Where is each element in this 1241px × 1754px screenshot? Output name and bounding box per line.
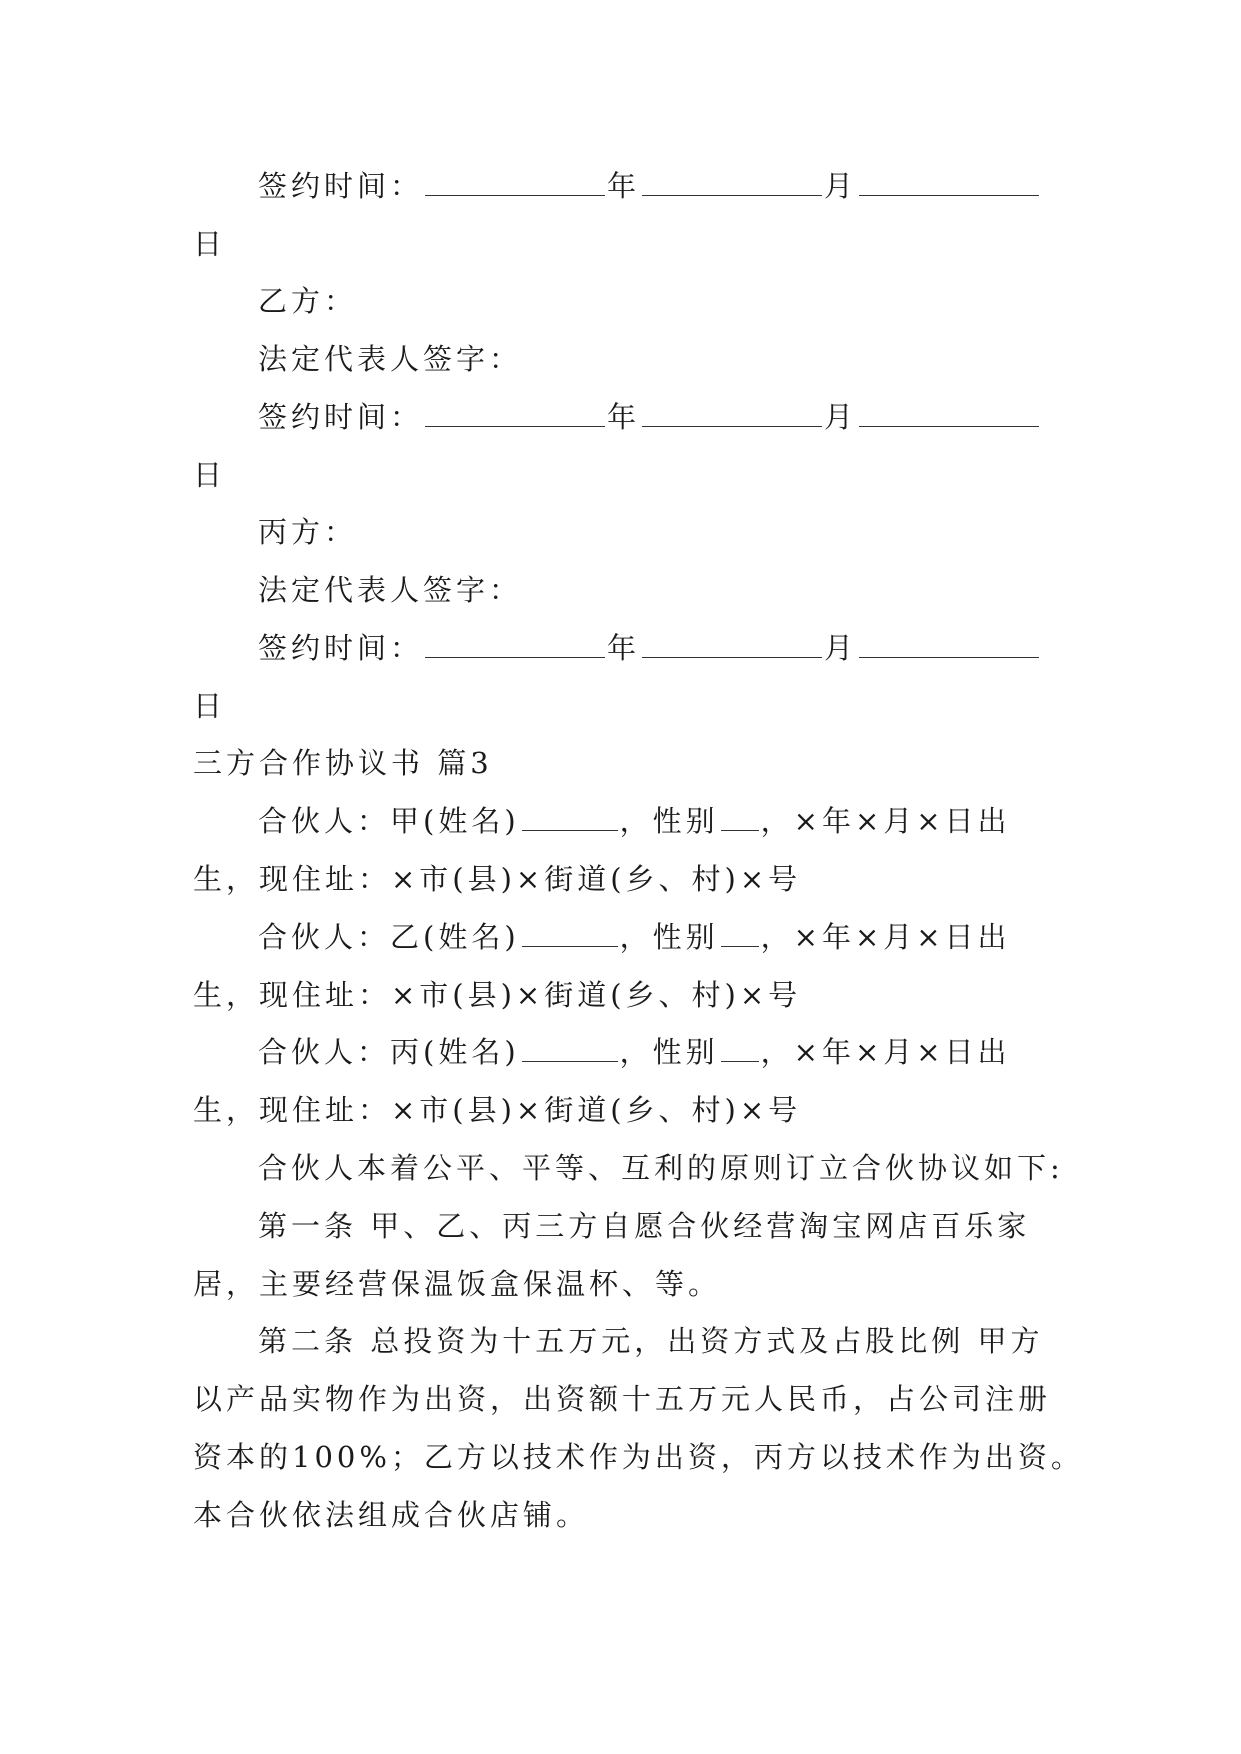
month-label: 月 [824, 400, 858, 434]
year-label: 年 [607, 169, 641, 203]
article-1-line-2: 居，主要经营保温饭盒保温杯、等。 [193, 1267, 722, 1301]
gender-blank [721, 804, 759, 831]
year-label: 年 [607, 631, 641, 665]
year-blank [425, 631, 605, 658]
name-blank [522, 1035, 618, 1062]
party-c-label: 丙方： [258, 515, 358, 549]
party-b-label: 乙方： [258, 284, 358, 318]
partner-address: 生，现住址：×市(县)×街道(乡、村)×号 [193, 1093, 802, 1127]
partner-gender-label: ，性别 [619, 1035, 719, 1069]
gender-blank [721, 1035, 759, 1062]
article-2-line-3: 资本的100%；乙方以技术作为出资，丙方以技术作为出资。 [193, 1440, 1084, 1474]
day-blank [859, 169, 1039, 196]
partner-line [258, 801, 1138, 841]
partner-prefix: 合伙人：甲(姓名) [258, 804, 520, 838]
signing-date-line-b [258, 397, 1138, 437]
year-blank [425, 169, 605, 196]
name-blank [522, 804, 618, 831]
signing-time-label: 签约时间： [258, 631, 424, 665]
partner-birth-label: ，×年×月×日出 [760, 804, 1011, 838]
day-blank [859, 400, 1039, 427]
partner-prefix: 合伙人：乙(姓名) [258, 920, 520, 954]
partner-address: 生，现住址：×市(县)×街道(乡、村)×号 [193, 862, 802, 896]
month-label: 月 [824, 169, 858, 203]
year-label: 年 [607, 400, 641, 434]
partner-line [258, 1032, 1138, 1072]
signing-date-line-a [258, 166, 1138, 206]
partner-birth-label: ，×年×月×日出 [760, 920, 1011, 954]
signing-date-line-c [258, 628, 1138, 668]
party-b-representative-signature: 法定代表人签字： [258, 342, 523, 376]
signing-time-label: 签约时间： [258, 400, 424, 434]
partner-prefix: 合伙人：丙(姓名) [258, 1035, 520, 1069]
partner-gender-label: ，性别 [619, 920, 719, 954]
day-blank [859, 631, 1039, 658]
month-blank [642, 400, 822, 427]
gender-blank [721, 920, 759, 947]
name-blank [522, 920, 618, 947]
principle-statement: 合伙人本着公平、平等、互利的原则订立合伙协议如下: [258, 1151, 1064, 1185]
article-1-line-1: 第一条 甲、乙、丙三方自愿合伙经营淘宝网店百乐家 [258, 1209, 1031, 1243]
party-c-representative-signature: 法定代表人签字： [258, 573, 523, 607]
article-2-line-4: 本合伙依法组成合伙店铺。 [193, 1498, 590, 1532]
partner-address: 生，现住址：×市(县)×街道(乡、村)×号 [193, 978, 802, 1012]
month-blank [642, 631, 822, 658]
section-title: 三方合作协议书 篇3 [193, 746, 493, 780]
partner-birth-label: ，×年×月×日出 [760, 1035, 1011, 1069]
partner-line [258, 917, 1138, 957]
month-label: 月 [824, 631, 858, 665]
year-blank [425, 400, 605, 427]
article-2-line-2: 以产品实物作为出资，出资额十五万元人民币，占公司注册 [193, 1382, 1052, 1416]
day-label-b: 日 [193, 458, 227, 492]
signing-time-label: 签约时间： [258, 169, 424, 203]
month-blank [642, 169, 822, 196]
day-label-c: 日 [193, 689, 227, 723]
article-2-line-1: 第二条 总投资为十五万元，出资方式及占股比例 甲方 [258, 1324, 1044, 1358]
partner-gender-label: ，性别 [619, 804, 719, 838]
day-label-a: 日 [193, 227, 227, 261]
